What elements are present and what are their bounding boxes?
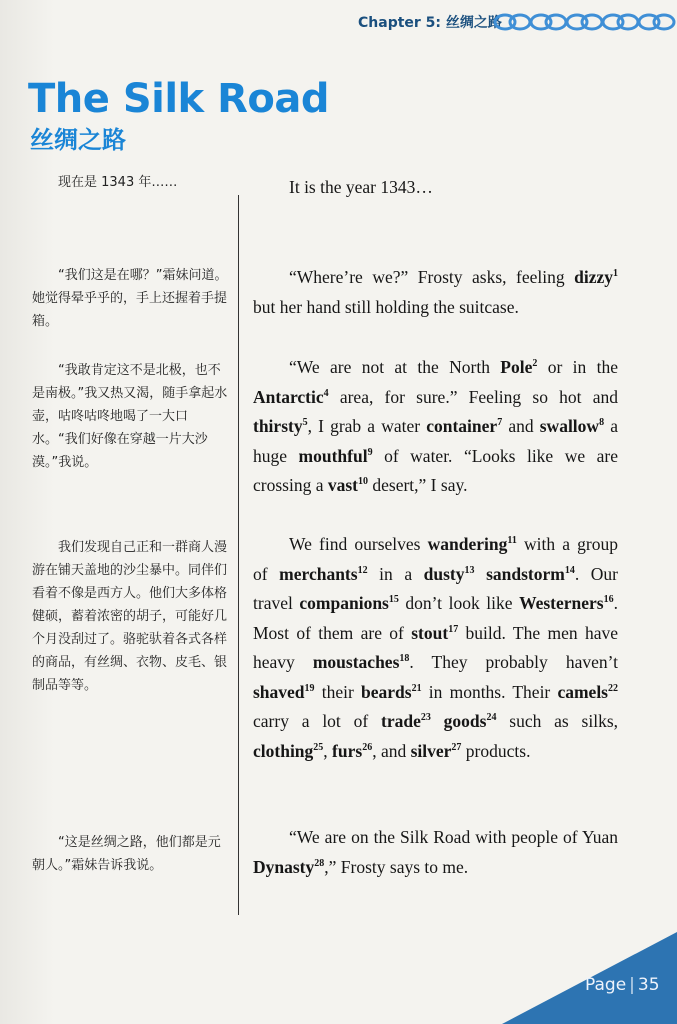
text-run: their [314,681,362,702]
text-run: . Most of them are of [253,593,618,643]
footnote-number: 17 [448,623,459,635]
vocab-word: Antarctic [253,386,324,407]
footnote-number: 11 [507,535,517,546]
chinese-paragraph-3: “我敢肯定这不是北极，也不是南极。”我又热又渴，随手拿起水壶，咕咚咕咚地喝了一大口水。“我们好像在穿越一片大沙漠。”我说。 [32,363,228,470]
vocab-word: vast [327,475,358,495]
text-run: and [502,416,540,436]
footnote-number: 16 [603,594,614,605]
text-run: ,” Frosty says to me. [324,856,469,877]
text-run: “We are not at the North [289,357,501,377]
footnote-number: 19 [304,682,315,694]
text-run: area, for sure.” Feeling so hot and [328,386,618,407]
vocab-word: Dynasty [253,856,315,877]
text-run [431,711,444,731]
footnote-number: 23 [420,712,431,723]
vocab-word: camels [557,681,608,702]
footnote-number: 9 [367,446,373,458]
footnote-number: 12 [357,564,368,576]
footnote-number: 13 [464,564,475,576]
footnote-number: 4 [323,387,329,399]
footnote-number: 8 [599,417,605,428]
text-run: of water. “Looks like we are crossing a [253,445,618,495]
vocab-word: stout [411,622,449,643]
text-run: in months. Their [421,681,558,702]
vocab-word: thirsty [253,416,303,436]
vocab-word: dusty [423,563,465,584]
footnote-number: 15 [388,594,399,605]
text-run: in a [367,563,424,584]
text-run: with a group of [253,534,618,584]
vocab-word: wandering [427,534,508,554]
page-title-english: The Silk Road [28,76,329,122]
column-divider [238,195,239,915]
page-title-chinese: 丝绸之路 [30,126,126,154]
vocab-word: Pole [500,357,533,377]
english-paragraph-2 [253,263,618,322]
vocab-word: Westerners [519,593,604,613]
text-run: “We are on the Silk Road with people of Yuan [289,827,618,847]
vocab-word: sandstorm [486,563,565,584]
text-run: don’t look like [398,593,520,613]
text-run: , [323,740,333,761]
english-paragraph-5 [253,823,618,882]
chain-link-icons [493,11,677,33]
footnote-number: 10 [358,476,368,487]
text-run: build. The men have heavy [253,622,619,672]
footer-separator: | [629,975,635,995]
chinese-paragraph-4: 我们发现自己正和一群商人漫游在铺天盖地的沙尘暴中。同伴们看着不像是西方人。他们大多体格健硕，蓄着浓密的胡子，可能好几个月没刮过了。骆驼驮着各式各样的商品，有丝绸、衣物、皮毛、银制品等等。 [32,540,228,693]
footnote-number: 1 [613,268,618,279]
chinese-paragraph-1: 现在是 1343 年…… [58,175,178,190]
chinese-paragraph-5: “这是丝绸之路，他们都是元朝人。”霜妹告诉我说。 [32,835,221,873]
footnote-number: 5 [302,417,308,428]
chinese-paragraph-2: “我们这是在哪？”霜妹问道。她觉得晕乎乎的，手上还握着手提箱。 [32,268,228,329]
vocab-word: dizzy [574,267,613,287]
footnote-number: 24 [486,712,497,723]
text-run: , and [372,740,411,761]
text-run: We find ourselves [289,534,428,554]
page-footer [585,975,660,995]
vocab-word: silver [410,740,452,761]
text-run: desert,” I say. [368,475,468,495]
english-paragraph-4 [253,530,618,766]
vocab-word: furs [332,740,363,761]
footnote-number: 14 [564,564,575,576]
footnote-number: 22 [608,682,618,694]
vocab-word: beards [361,681,412,702]
footnote-number: 25 [313,741,324,753]
footnote-number: 21 [411,682,422,694]
vocab-word: shaved [253,681,305,702]
text-run: a huge [253,416,618,466]
vocab-word: companions [299,593,389,613]
text-run [475,564,487,584]
vocab-word: container [426,416,498,436]
english-paragraph-1: It is the year 1343… [289,177,433,197]
page-label: Page [585,975,627,995]
text-run: or in the [537,357,618,377]
vocab-word: merchants [279,563,358,584]
text-run: . Our travel [253,563,619,613]
footnote-number: 7 [497,417,503,428]
text-run: . They probably haven’t [409,652,618,672]
vocab-word: mouthful [298,445,368,466]
page-number: 35 [637,975,660,995]
text-run: , I grab a water [307,416,427,436]
vocab-word: clothing [253,740,314,761]
footnote-number: 2 [532,358,538,369]
vocab-word: trade [381,711,421,731]
vocab-word: swallow [539,416,600,436]
text-run: products. [461,740,531,761]
footnote-number: 26 [362,741,373,753]
english-paragraph-3 [253,353,618,501]
vocab-word: moustaches [312,652,400,672]
footnote-number: 18 [399,653,410,664]
text-run: carry a lot of [253,711,381,731]
vocab-word: goods [443,711,487,731]
footnote-number: 28 [314,857,325,869]
footnote-number: 27 [451,741,462,753]
chain-ornament [493,11,677,33]
text-run: “Where’re we?” Frosty asks, feeling [289,267,575,287]
chapter-header: Chapter 5: 丝绸之路 [358,15,502,31]
text-run: such as silks, [496,711,619,731]
text-run: but her hand still holding the suitcase. [253,296,519,317]
